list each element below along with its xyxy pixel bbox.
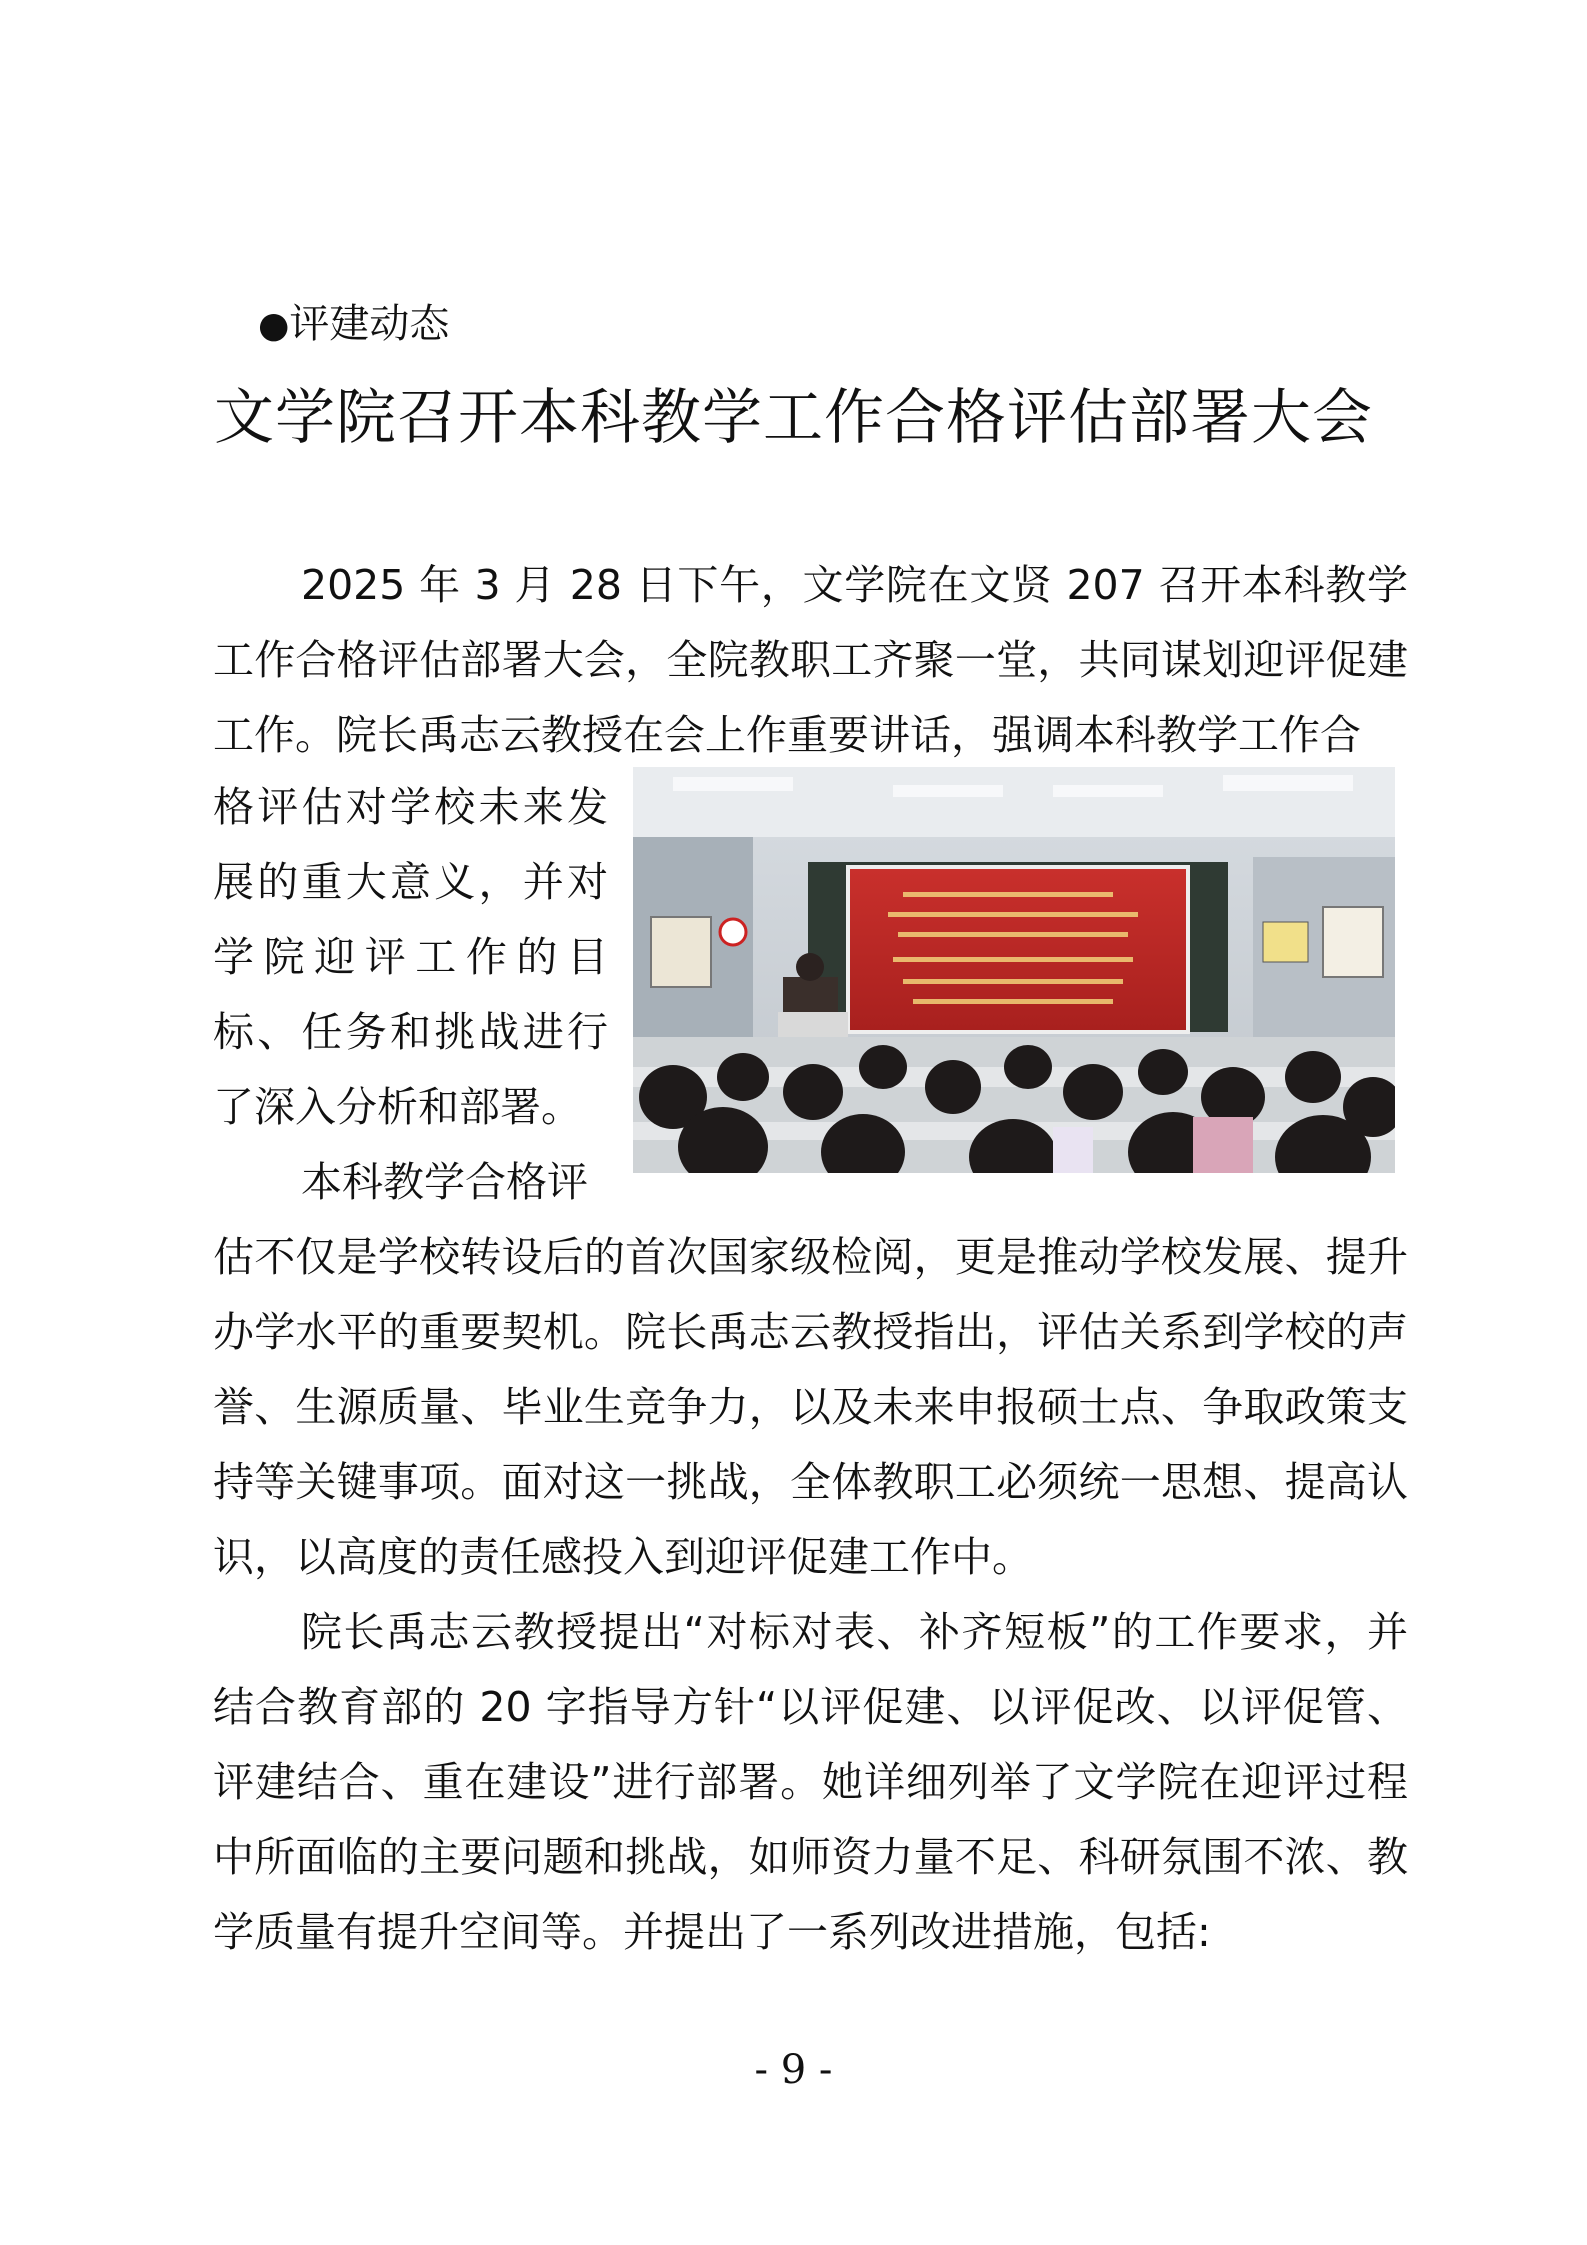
wrapped-column [213, 770, 608, 1220]
bullet-icon: ● [258, 305, 290, 346]
article-title: 文学院召开本科教学工作合格评估部署大会 [214, 383, 1373, 453]
paragraph-2-continued [213, 1220, 1408, 1595]
paragraph-1-top [213, 548, 1408, 773]
section-label: 评建动态 [289, 301, 450, 347]
section-tag [258, 298, 449, 352]
paragraph-3-text: 院长禹志云教授提出“对标对表、补齐短板”的工作要求，并结合教育部的 20 字指导方针“以评促建、以评促改、以评促管、评建结合、重在建设”进行部署。她详细列举了文学院在迎评过程中所面临的主要问题和挑战，如师资力量不足、科研氛围不浓、教学质量有提升空间等。并提出了一系列改进措施，包括: [213, 1608, 1408, 1956]
meeting-photo [633, 767, 1395, 1173]
paragraph-1-continued: 格评估对学校未来发展的重大意义，并对学院迎评工作的目标、任务和挑战进行了深入分析和部署。 [213, 783, 608, 1131]
paragraph-2-text: 估不仅是学校转设后的首次国家级检阅，更是推动学校发展、提升办学水平的重要契机。院长禹志云教授指出，评估关系到学校的声誉、生源质量、毕业生竞争力，以及未来申报硕士点、争取政策支持等关键事项。面对这一挑战，全体教职工必须统一思想、提高认识，以高度的责任感投入到迎评促建工作中。 [213, 1233, 1408, 1581]
page-number: - 9 - [754, 2047, 833, 2093]
paragraph-2-start: 本科教学合格评 [301, 1158, 588, 1206]
paragraph-1-text: 2025 年 3 月 28 日下午，文学院在文贤 207 召开本科教学工作合格评估部署大会，全院教职工齐聚一堂，共同谋划迎评促建工作。院长禹志云教授在会上作重要讲话，强调本科教学工作合 [213, 561, 1408, 759]
paragraph-3 [213, 1595, 1408, 1970]
